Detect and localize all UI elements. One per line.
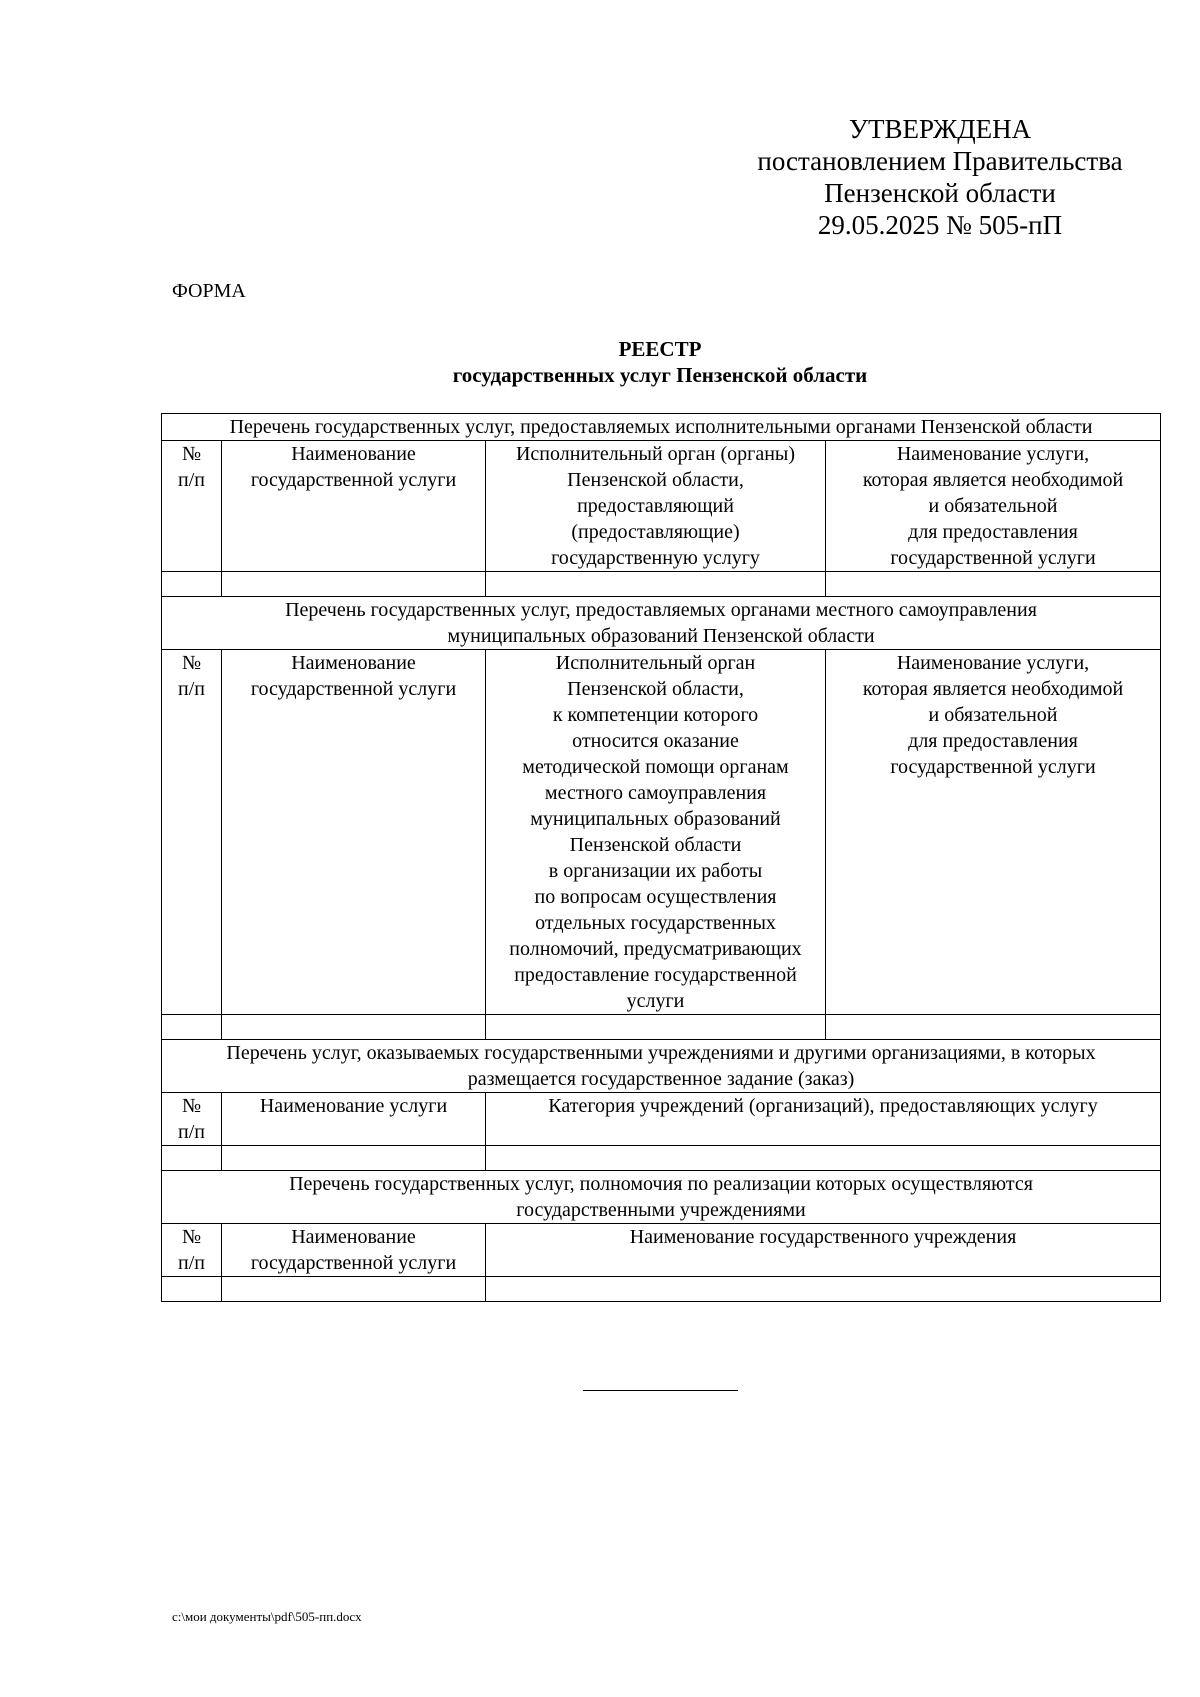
table-cell[interactable] <box>486 572 826 597</box>
table-cell[interactable] <box>222 1277 486 1302</box>
table-cell[interactable] <box>222 1015 486 1040</box>
registry-table <box>161 413 1161 1302</box>
column-header-required-service: Наименование услуги, которая является необходимой и обязательной для предоставления государственной услуги <box>826 441 1161 572</box>
column-header-number: № п/п <box>162 441 222 572</box>
table-cell[interactable] <box>486 1277 1161 1302</box>
section-heading: Перечень государственных услуг, предоставляемых органами местного самоуправления муниципальных образований Пензенской области <box>162 597 1161 650</box>
table-row <box>162 1015 1161 1040</box>
column-header-executive-body: Исполнительный орган Пензенской области, к компетенции которого относится оказание методической помощи органам местного самоуправления муниципальных образований Пензенской области в организации их работы по вопросам осуществления отдельных государственных полномочий, предусматривающих предоставление государственной услуги <box>486 650 826 1015</box>
column-header-row <box>162 441 1161 572</box>
footer-file-path: c:\мои документы\pdf\505-пп.docx <box>172 1609 362 1624</box>
column-header-row <box>162 1224 1161 1277</box>
column-header-number: № п/п <box>162 1093 222 1146</box>
column-header-required-service: Наименование услуги, которая является необходимой и обязательной для предоставления государственной услуги <box>826 650 1161 1015</box>
table-cell[interactable] <box>486 1015 826 1040</box>
section-heading: Перечень государственных услуг, полномочия по реализации которых осуществляются государственными учреждениями <box>162 1171 1161 1224</box>
table-cell[interactable] <box>162 1015 222 1040</box>
column-header-service-name: Наименование государственной услуги <box>222 1224 486 1277</box>
column-header-row <box>162 650 1161 1015</box>
form-label: ФОРМА <box>172 280 246 302</box>
approval-stamp <box>720 113 1160 241</box>
approval-date-number: 29.05.2025 № 505-пП <box>817 210 1063 240</box>
table-row <box>162 1277 1161 1302</box>
table-cell[interactable] <box>162 1277 222 1302</box>
section-heading: Перечень услуг, оказываемых государственными учреждениями и другими организациями, в которых размещается государственное задание (заказ) <box>162 1040 1161 1093</box>
column-header-row <box>162 1093 1161 1146</box>
approval-region: Пензенской области <box>824 178 1056 208</box>
title-subtitle: государственных услуг Пензенской области <box>452 363 868 387</box>
column-header-institution-category: Категория учреждений (организаций), предоставляющих услугу <box>486 1093 1161 1146</box>
title-registry: РЕЕСТР <box>618 337 702 361</box>
table-cell[interactable] <box>222 572 486 597</box>
section-heading-row <box>162 1040 1161 1093</box>
table-cell[interactable] <box>162 572 222 597</box>
section-heading: Перечень государственных услуг, предоставляемых исполнительными органами Пензенской области <box>162 414 1161 441</box>
table-cell[interactable] <box>162 1146 222 1171</box>
table-cell[interactable] <box>826 572 1161 597</box>
approval-decree: постановлением Правительства <box>757 146 1123 176</box>
section-heading-row <box>162 597 1161 650</box>
document-title <box>160 336 1160 388</box>
column-header-executive-body: Исполнительный орган (органы) Пензенской области, предоставляющий (предоставляющие) государственную услугу <box>486 441 826 572</box>
table-row <box>162 572 1161 597</box>
column-header-institution-name: Наименование государственного учреждения <box>486 1224 1161 1277</box>
table-cell[interactable] <box>826 1015 1161 1040</box>
section-heading-row <box>162 1171 1161 1224</box>
table-cell[interactable] <box>486 1146 1161 1171</box>
column-header-number: № п/п <box>162 650 222 1015</box>
table-row <box>162 1146 1161 1171</box>
column-header-number: № п/п <box>162 1224 222 1277</box>
section-heading-row <box>162 414 1161 441</box>
column-header-service-name: Наименование государственной услуги <box>222 441 486 572</box>
end-separator-line <box>583 1390 738 1391</box>
approval-status: УТВЕРЖДЕНА <box>848 114 1032 144</box>
column-header-service-name: Наименование услуги <box>222 1093 486 1146</box>
column-header-service-name: Наименование государственной услуги <box>222 650 486 1015</box>
table-cell[interactable] <box>222 1146 486 1171</box>
